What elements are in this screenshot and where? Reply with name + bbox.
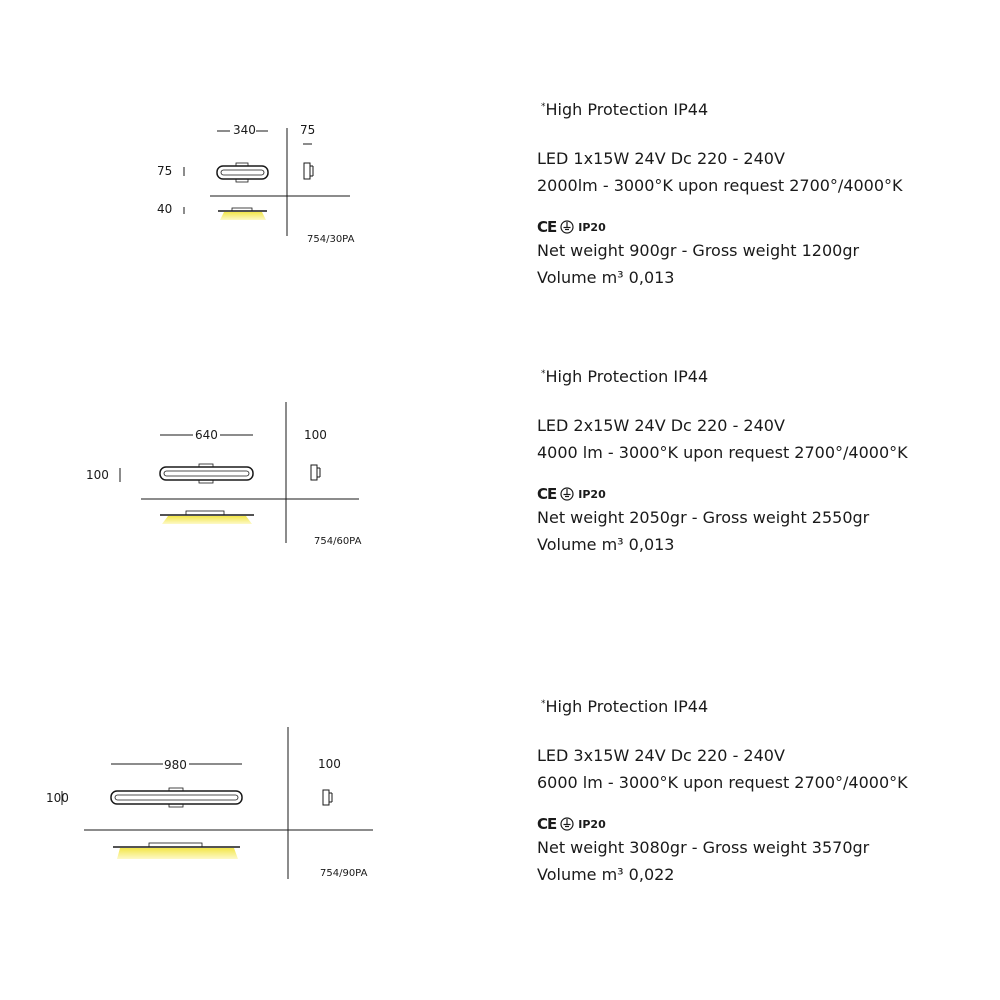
cert-row xyxy=(537,814,908,834)
cert-row xyxy=(537,484,908,504)
ground-icon xyxy=(560,220,574,234)
ip-rating: IP20 xyxy=(578,220,606,234)
technical-drawing xyxy=(0,687,500,947)
protection-line xyxy=(541,361,908,390)
spec-block xyxy=(537,691,908,888)
lumen-spec: 6000 lm - 3000°K upon request 2700°/4000°K xyxy=(537,773,908,792)
light-beam xyxy=(162,516,252,524)
depth-label: 75 xyxy=(300,123,316,137)
protection-text: High Protection IP44 xyxy=(545,697,709,716)
ce-mark: CE xyxy=(537,484,557,503)
weight-spec: Net weight 3080gr - Gross weight 3570gr xyxy=(537,838,870,857)
protection-line xyxy=(541,94,903,123)
ce-mark: CE xyxy=(537,814,557,833)
offset-label: 40 xyxy=(157,202,173,216)
weight-spec: Net weight 2050gr - Gross weight 2550gr xyxy=(537,508,870,527)
spec-block xyxy=(537,361,908,558)
protection-line xyxy=(541,691,908,720)
lumen-spec: 4000 lm - 3000°K upon request 2700°/4000°K xyxy=(537,443,908,462)
width-label: 340 xyxy=(233,123,256,137)
protection-mark: * xyxy=(541,102,546,112)
side-view-body xyxy=(311,465,317,480)
width-label: 640 xyxy=(195,428,218,442)
led-spec: LED 3x15W 24V Dc 220 - 240V xyxy=(537,746,785,765)
protection-mark: * xyxy=(541,369,546,379)
height-label: 100 xyxy=(46,791,69,805)
ground-icon xyxy=(560,817,574,831)
spacer xyxy=(537,390,908,412)
front-view-body xyxy=(160,467,253,480)
front-view-inner xyxy=(221,170,264,175)
side-view-body xyxy=(304,163,310,179)
spec-block xyxy=(537,94,903,291)
depth-label: 100 xyxy=(318,757,341,771)
product-code: 754/60PA xyxy=(314,536,362,547)
width-label: 980 xyxy=(164,758,187,772)
led-spec: LED 2x15W 24V Dc 220 - 240V xyxy=(537,416,785,435)
product-code: 754/90PA xyxy=(320,868,368,879)
weight-spec: Net weight 900gr - Gross weight 1200gr xyxy=(537,241,860,260)
height-label: 100 xyxy=(86,468,109,482)
depth-label: 100 xyxy=(304,428,327,442)
protection-text: High Protection IP44 xyxy=(545,100,709,119)
drawing-svg xyxy=(0,90,500,260)
spacer xyxy=(537,720,908,742)
volume-spec: Volume m³ 0,022 xyxy=(537,865,675,884)
front-view-body xyxy=(111,791,242,804)
lumen-spec: 2000lm - 3000°K upon request 2700°/4000°K xyxy=(537,176,903,195)
ground-icon xyxy=(560,487,574,501)
light-beam xyxy=(117,848,238,859)
technical-drawing xyxy=(0,357,500,617)
ip-rating: IP20 xyxy=(578,817,606,831)
protection-text: High Protection IP44 xyxy=(545,367,709,386)
light-beam xyxy=(220,212,266,220)
ip-rating: IP20 xyxy=(578,487,606,501)
ce-mark: CE xyxy=(537,217,557,236)
cert-row xyxy=(537,217,903,237)
drawing-svg xyxy=(0,357,500,557)
front-view-body xyxy=(217,166,268,179)
led-spec: LED 1x15W 24V Dc 220 - 240V xyxy=(537,149,785,168)
drawing-svg xyxy=(0,687,500,897)
protection-mark: * xyxy=(541,699,546,709)
volume-spec: Volume m³ 0,013 xyxy=(537,535,675,554)
product-code: 754/30PA xyxy=(307,234,355,245)
technical-drawing xyxy=(0,90,500,350)
spacer xyxy=(537,123,903,145)
front-view-inner xyxy=(164,471,249,476)
side-view-body xyxy=(323,790,329,805)
height-label: 75 xyxy=(157,164,173,178)
front-view-inner xyxy=(115,795,238,800)
volume-spec: Volume m³ 0,013 xyxy=(537,268,675,287)
